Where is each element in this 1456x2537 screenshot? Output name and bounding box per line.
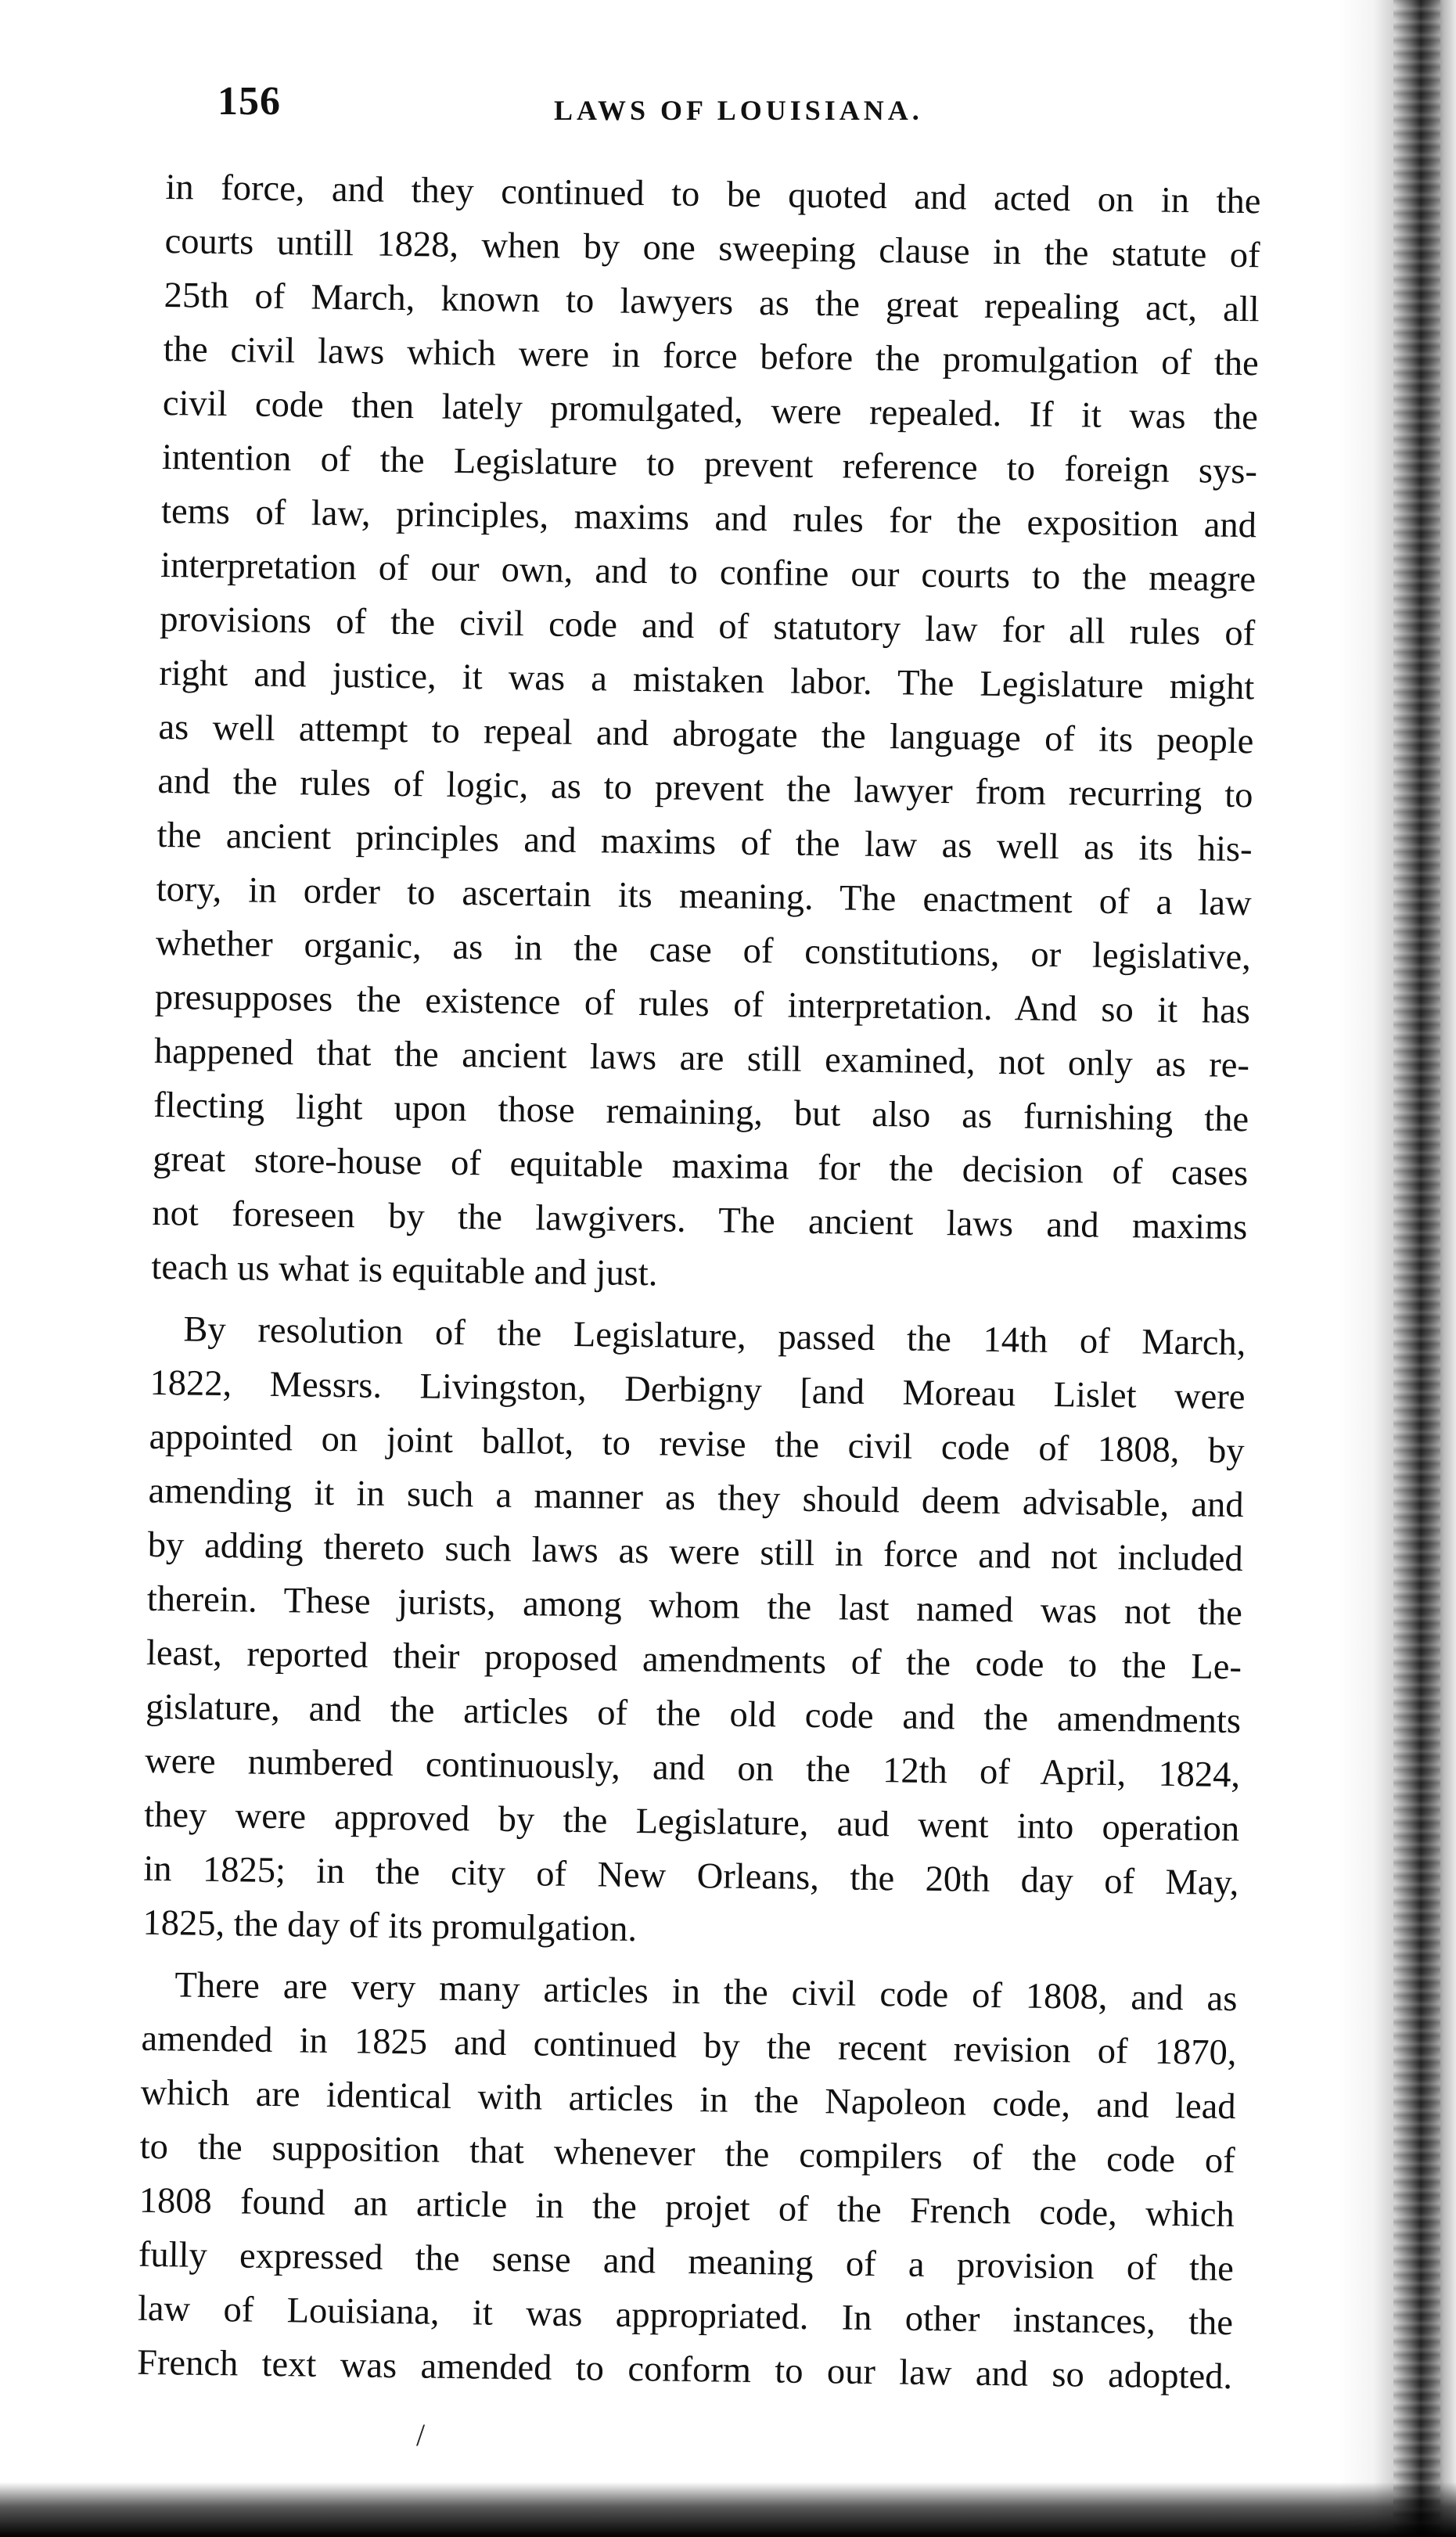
text-line: presupposes the existence of rules of interpretation. And so it has: [154, 977, 1251, 1032]
text-line: appointed on joint ballot, to revise the civil code of 1808, by: [149, 1416, 1245, 1472]
body-text: [137, 160, 1261, 2412]
text-line: 1822, Messrs. Livingston, Derbigny [and Moreau Lislet were: [149, 1362, 1246, 1418]
text-line: tory, in order to ascertain its meaning. The enactment of a law: [156, 869, 1253, 924]
text-line: by adding thereto such laws as were still in force and not included: [147, 1524, 1244, 1580]
text-line: There are very many articles in the civil code of 1808, and as: [174, 1965, 1238, 2020]
text-line: therein. These jurists, among whom the last named was not the: [146, 1578, 1243, 1634]
text-line: interpretation of our own, and to confine our courts to the meagre: [160, 545, 1256, 600]
page-edge-texture: [1393, 0, 1440, 2537]
text-line: the civil laws which were in force before the promulgation of the: [163, 329, 1260, 384]
text-line: to the supposition that whenever the compilers of the code of: [139, 2126, 1235, 2182]
text-line: which are identical with articles in the Napoleon code, and lead: [140, 2072, 1236, 2128]
page-number: 156: [218, 79, 281, 124]
text-line: gislature, and the articles of the old code and the amendments: [145, 1686, 1242, 1742]
text-line: the ancient principles and maxims of the law as well as its his-: [156, 815, 1253, 870]
text-line: amended in 1825 and continued by the recent revision of 1870,: [141, 2018, 1237, 2074]
paragraph-2: [142, 1302, 1246, 1964]
text-line: law of Louisiana, it was appropriated. In other instances, the: [137, 2288, 1234, 2344]
text-line: as well attempt to repeal and abrogate the language of its people: [158, 707, 1254, 762]
text-line: 1808 found an article in the projet of the French code, which: [138, 2180, 1235, 2236]
text-line: were numbered continuously, and on the 12th of April, 1824,: [144, 1740, 1241, 1796]
text-line: great store-house of equitable maxima for the decision of cases: [152, 1139, 1249, 1194]
text-line: least, reported their proposed amendments of the code to the Le-: [146, 1632, 1242, 1688]
text-line: in force, and they continued to be quoted and acted on in the: [165, 167, 1261, 222]
text-line: provisions of the civil code and of statutory law for all rules of: [159, 599, 1256, 654]
running-head: LAWS OF LOUISIANA.: [554, 95, 923, 126]
text-line: French text was amended to conform to our law and so adopted.: [136, 2342, 1233, 2398]
text-line: flecting light upon those remaining, but also as furnishing the: [153, 1085, 1249, 1140]
text-line: 1825, the day of its promulgation.: [142, 1902, 638, 1950]
text-line: teach us what is equitable and just.: [151, 1247, 658, 1294]
paragraph-3: [137, 1958, 1238, 2404]
text-line: intention of the Legislature to prevent reference to foreign sys-: [161, 437, 1258, 492]
text-line: civil code then lately promulgated, were repealed. If it was the: [162, 383, 1259, 438]
text-line: tems of law, principles, maxims and rules for the exposition and: [160, 491, 1257, 546]
text-line: in 1825; in the city of New Orleans, the 20th day of May,: [143, 1848, 1239, 1904]
text-line: not foreseen by the lawgivers. The ancient laws and maxims: [152, 1193, 1248, 1248]
text-line: whether organic, as in the case of constitutions, or legislative,: [155, 923, 1252, 978]
text-line: By resolution of the Legislature, passed the 14th of March,: [183, 1309, 1246, 1364]
page-header: [218, 78, 1282, 149]
text-line: 25th of March, known to lawyers as the great repealing act, all: [164, 275, 1260, 330]
stray-ink-mark: /: [416, 2417, 426, 2452]
text-line: courts untill 1828, when by one sweeping clause in the statute of: [164, 221, 1260, 276]
text-line: right and justice, it was a mistaken labor. The Legislature might: [159, 653, 1255, 708]
text-line: and the rules of logic, as to prevent the lawyer from recurring to: [157, 761, 1253, 816]
text-line: they were approved by the Legislature, aud went into operation: [143, 1794, 1240, 1850]
text-line: amending it in such a manner as they should deem advisable, and: [148, 1470, 1244, 1526]
text-line: happened that the ancient laws are still examined, not only as re-: [153, 1031, 1250, 1086]
scan-bottom-edge: [0, 2482, 1456, 2537]
text-line: fully expressed the sense and meaning of a provision of the: [138, 2234, 1235, 2290]
paragraph-1: [151, 160, 1261, 1308]
